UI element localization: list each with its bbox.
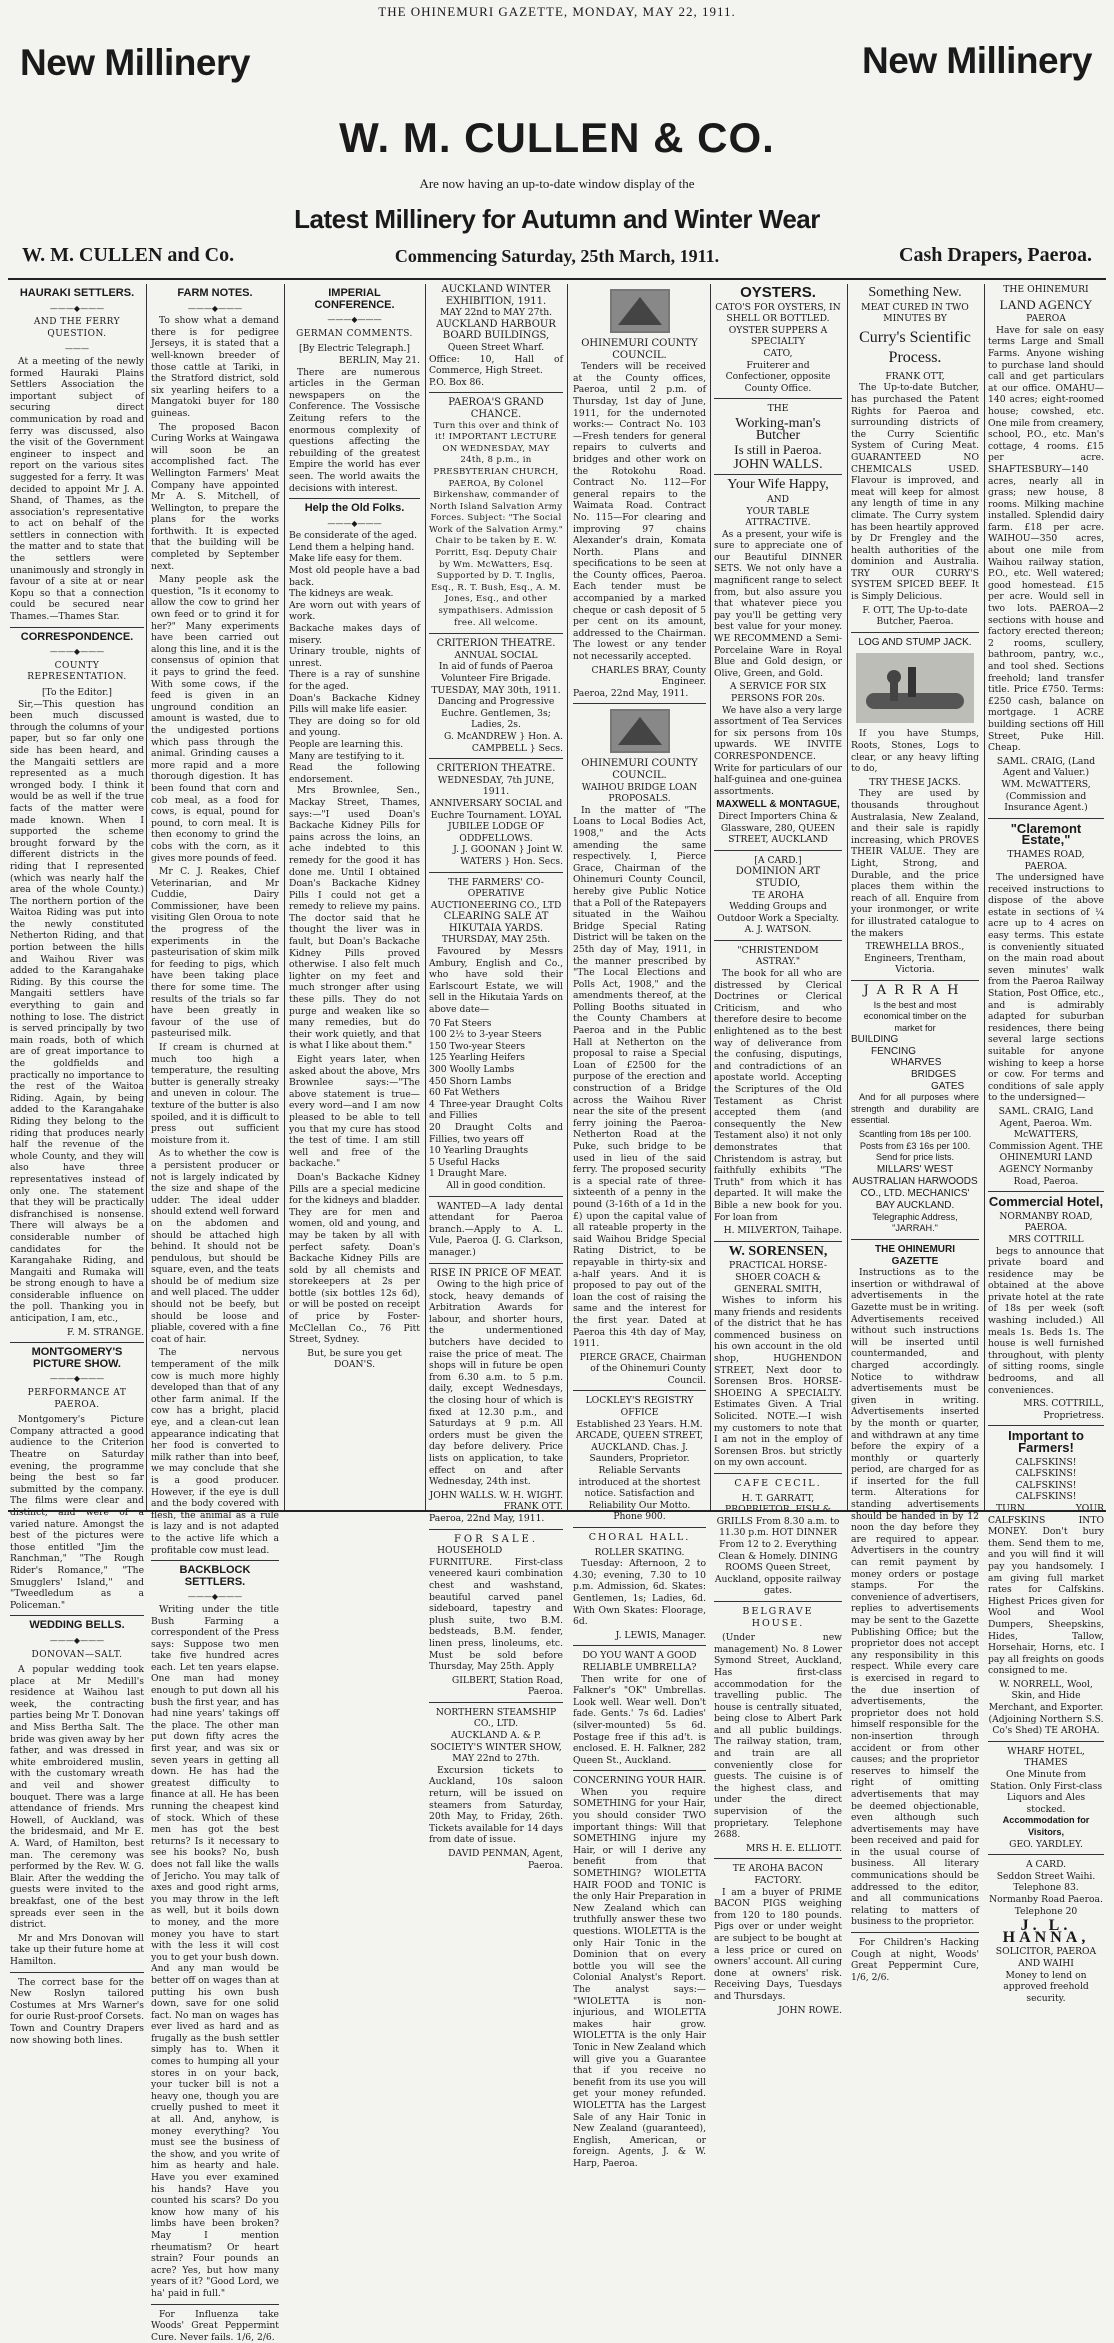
wharf-hotel-text: One Minute from Station. Only First-class Liquors and Ales stocked. [989, 1769, 1103, 1815]
studio-place: TE AROHA [752, 889, 804, 901]
cottrill-name: MRS COTTRILL [1008, 1233, 1084, 1245]
sorensen-text: Wishes to inform his many friends and residents of the district that he has commenced business on his own account in the old shop, HUGHENDON STREET, Next door to Sorensen Bros. HORSE-SHOEING A SPECIALTY. Estimates Given. A Trial Solicited. NOTE.—I wish my customers to note that I am not in the employ of Sorensen Bros. but strictly on my own account. [714, 1295, 842, 1469]
calfskins-label: CALFSKINS! CALFSKINS! CALFSKINS! CALFSKINS! [1015, 1456, 1077, 1503]
list-item: Most old people have a bad back. [289, 565, 420, 588]
commercial-hotel-heading: Commercial Hotel, [988, 1194, 1104, 1210]
county-council-heading: OHINEMURI COUNTY COUNCIL. [581, 758, 698, 781]
land-agency-heading: LAND AGENCY [999, 296, 1093, 312]
service-text: We have also a very large assortment of Tea Services for six persons from 10s upwards. WE INVITE CORRESPONDENCE. Write for particulars of our half-guinea and one-guinea assortments. [714, 704, 842, 797]
meat-price-text: Owing to the high price of stock, heavy demands of Arbitration Awards for labour, and shorter hours, the undermentioned butchers have decided to raise the price of meat. The shops will in future be open from 6.30 a.m. to 5 p.m. daily, except Wednesdays, the closing hour of which is fixed at 12.30 p.m., and Saturdays at 9 p.m. All orders must be given the day before delivery. Price lists on application, to take effect on and after Wednesday, 24th inst. [429, 1279, 563, 1488]
column-2 [151, 284, 279, 2343]
bottom-rule [8, 1510, 1106, 1512]
jarrah-use: FENCING [871, 1045, 916, 1057]
money-to-lend: Money to lend on approved freehold security. [1003, 1969, 1089, 2004]
steamship-signature: DAVID PENMAN, Agent, Paeroa. [448, 1848, 563, 1871]
ornament: ———◆——— [49, 647, 105, 657]
article-text: If cream is churned at much too high a temperature, the resulting butter is generally streaky and uneven in colour. The texture of the butter is also spoiled, and it is difficult to press out sufficient moisture from it. [151, 1042, 279, 1146]
wharf-hotel-heading: WHARF HOTEL, THAMES [1007, 1745, 1085, 1769]
divider [988, 1191, 1104, 1192]
divider [714, 1858, 842, 1859]
divider [573, 1645, 706, 1646]
christendom-signature: H. MILVERTON, Taihape. [723, 1225, 842, 1237]
jarrah-use: BRIDGES [911, 1069, 957, 1081]
hanna-title: SOLICITOR, PAEROA AND WAIHI [995, 1946, 1097, 1969]
article-text: But, be sure you get DOAN'S. [307, 1347, 402, 1371]
article-text: Eight years later, when asked about the above, Mrs Brownlee says:—"The above statement is true—every word—and I am now pleased to be able to tell you that my cure has stood the test of time. I am still well and free of the backache." [289, 1054, 420, 1170]
cafe-cecil-text: H. T. GARRATT, PROPRIETOR. FISH & GRILLS From 8.30 a.m. to 11.30 p.m. HOT DINNER From 12 to 2. Everything Clean & Homely. DINING ROOMS Queen Street, Auckland, opposite railway gates. [714, 1492, 842, 1597]
posts-price: Posts from £3 16s per 100. [859, 1140, 971, 1151]
list-item: Backache makes days of misery. [289, 623, 420, 646]
claremont-heading: "Claremont Estate," [1010, 820, 1082, 848]
divider [988, 1425, 1104, 1426]
belgrave-text: (Under new management) No. 8 Lower Symond Street, Auckland, Has first-class accommodation for the travelling public. The house is centrally situated, being close to Albert Park and all public buildings. The railway station, tram, and train are all conveniently close for guests. The cuisine is of the highest class, and under the direct supervision of the proprietary. Telephone 2688. [714, 1632, 842, 1841]
ornament: ———◆——— [49, 1635, 105, 1645]
steamship-text: Excursion tickets to Auckland, 10s saloon return, will be issued on steamers from Saturday, 20th May, to Friday, 26th. Tickets available for 14 days from date of issue. [429, 1764, 563, 1846]
telegraphic-address: Telegraphic Address, "JARRAH." [872, 1211, 958, 1234]
dinner-set-text: As a present, your wife is sure to appreciate one of our Beautiful DINNER SETS. We not only have a magnificent range to select from, but also assure you that whatever piece you pay you'll be getting very best value for your money. WE RECOMMEND a Semi-Porcelaine Ware in Royal Blue and Gold design, or Olive, Green, and Gold. [714, 528, 842, 679]
list-item: Make life easy for them. [289, 553, 403, 565]
divider [714, 1473, 842, 1474]
hanna-address: Seddon Street Waihi. Telephone 83. Normanby Road Paeroa. Telephone 20 [989, 1870, 1103, 1917]
divider [714, 940, 842, 941]
divider [573, 1390, 706, 1391]
card-label: [A CARD.] [754, 854, 802, 866]
studio-name: A. J. WATSON. [744, 924, 812, 936]
gazette-notice-heading: THE OHINEMURI GAZETTE [875, 1244, 955, 1267]
article-text: Doan's Backache Kidney Pills are a special medicine for the kidneys and bladder. They are for men and women, old and young, and may be taken by all with perfect safety. Doan's Backache Kidney Pills are sold by all chemists and storekeepers at 2s per bottle (six bottles 12s 6d), or will be posted on receipt of price by Foster-McClellan Co., 76 Pitt Street, Sydney. [289, 1171, 420, 1346]
social-signature: G. McANDREW } Hon. A. CAMPBELL } Secs. [443, 730, 563, 754]
trewhella-maker: TREWHELLA BROS., Engineers, Trentham, Victoria. [864, 941, 966, 976]
advert-text: For Influenza take Woods' Great Peppermint Cure. Never fails. 1/6, 2/6. [151, 2308, 279, 2343]
list-item: Be considerate of the aged. [289, 530, 418, 542]
list-item: They are doing so for old and young. [289, 715, 420, 739]
divider [851, 1932, 979, 1933]
divider [10, 627, 144, 628]
umbrella-text: Then write for one of Falkner's "OK" Umbrellas. Look well. Wear well. Don't fade. Gents.' 7s 6d. Ladies' (silver-mounted) 5s 6d. Postage free if this ad't. is enclosed. E. H. Falkner, 282 Queen St., Auckland. [573, 1673, 706, 1766]
bacon-factory-signature: JOHN ROWE. [778, 2004, 842, 2016]
exhibition-dates: MAY 22nd to MAY 27th. [439, 307, 553, 319]
heading-picture-show: MONTGOMERY'S PICTURE SHOW. [31, 1346, 123, 1370]
article-text: Writing under the title Bush Farming a correspondent of the Press says: Suppose two men take five hundred acres each. Let ten years elapse. One man had money enough to put down all his bush the first year, and has had nine years' takings off the place. The other man put down fifty acres the first year, and was six or seven years in getting all down. He has had the greatest difficulty to finance at all. He has been running the cheapest kind of stock. Which of these men has got the best returns? Is it necessary to see his books? No, bush does not fall like the walls of Jericho. You may talk of axes and good right arms, you may throw in the left as well, but it boils down to money, and the more money you have to start with the less it will cost you to get your bush down. And any man would be better off on wages than at putting his own bush down, save for one solid fact. No man on wages has ever lived as hard and as frugally as the bush settler simply has to. When it comes to humping all your stores in on your back, your tucker bill is not a heavy one, though you are cruelly pushed to meet it at all. And, anyhow, is money everything? You must see the business of the show, and you write of him as hearty and hale. Have you ever examined his hands? Have you counted his scars? Do you know how many of his limbs have been broken? May I mention rheumatism? Or heart strain? Four pounds an acre? Yes, but how many years of it? "Good Lord, we ha' paid in full." [151, 1603, 279, 2299]
letter-signature: F. M. STRANGE. [66, 1326, 144, 1338]
christendom-heading: "CHRISTENDOM ASTRAY." [737, 944, 819, 968]
to-editor: [To the Editor.] [41, 687, 113, 698]
heading-backblock-settlers: BACKBLOCK SETTLERS. [179, 1564, 251, 1588]
ornament: ———◆——— [187, 1592, 243, 1602]
exhibition-box: P.O. Box 86. [429, 376, 485, 388]
bacon-factory-heading: TE AROHA BACON FACTORY. [732, 1863, 824, 1886]
stock-item: 60 Fat Wethers [429, 1087, 500, 1099]
section-divider [8, 278, 1106, 280]
divider [429, 1702, 563, 1703]
heading-help-old-folks: Help the Old Folks. [304, 502, 405, 515]
belgrave-heading: BELGRAVE HOUSE. [742, 1605, 814, 1629]
bridge-loan-signature: PIERCE GRACE, Chairman of the Ohinemuri County Council. [579, 1351, 706, 1386]
article-text: Mr and Mrs Donovan will take up their future home at Hamilton. [10, 1932, 144, 1967]
subheading: DONOVAN—SALT. [31, 1649, 123, 1660]
heading-hauraki-settlers: HAURAKI SETTLERS. [19, 287, 135, 299]
letter-text: Sir,—This question has been much discussed through the columns of your paper, but so far only one side has been heard, and the Mangaiti settlers are represented as a much wronged body. I think it would be as well if the true facts of the matter were made known. When I supported the scheme brought forward by the different districts in the riding that I represented (which was nearly half the area of the whole County.) The northern portion of the Waitoa Riding was put into the newly constituted Netherton Riding, and that portion between the hills and Waihou River was added to the Karangahake Riding. By this course the Mangaiti settlers have everything to gain and nothing to lose. The district is served principally by two main roads, both of which are of great importance to the goldfields and practically no importance to the rest of the Waitoa Riding. Again, by being added to the Karangahake Riding they belong to the riding that produces nearly half the revenue of the whole County, and they will also have three representatives instead of only one. The statement that they will be practically disfranchised is nonsense. There will always be a considerable number of candidates for the Karangahake Riding, and Mangaiti and Rumaka will be strong enough to have a considerable influence on the poll. Thanking you in anticipation, I am, etc., [10, 698, 144, 1325]
price-lists: Send for price lists. [875, 1152, 955, 1163]
list-item: There is a ray of sunshine for the aged. [289, 669, 420, 692]
anniversary-date: WEDNESDAY, 7th JUNE, 1911. [437, 774, 555, 798]
choral-hall-heading: CHORAL HALL. [588, 1532, 691, 1543]
divider [988, 818, 1104, 819]
oysters-address: Fruiterer and Confectioner, opposite County Office. [725, 359, 831, 394]
ad-intro: Are now having an up-to-date window display of the [419, 176, 695, 191]
county-council-heading: OHINEMURI COUNTY COUNCIL. [581, 338, 698, 361]
frank-ott-name: FRANK OTT, [885, 370, 945, 382]
social-heading: ANNUAL SOCIAL [454, 649, 538, 661]
divider [429, 1263, 563, 1264]
column-6 [714, 284, 842, 2016]
cough-advert: For Children's Hacking Cough at night, Woods' Great Peppermint Cure, 1/6, 2/6. [851, 1937, 979, 1983]
stock-item: 10 Yearling Draughts [429, 1145, 529, 1157]
ornament: ———◆——— [327, 315, 382, 325]
divider [988, 1741, 1104, 1742]
exhibition-heading: AUCKLAND WINTER EXHIBITION, 1911. [441, 284, 551, 307]
jarrah-use: GATES [931, 1080, 965, 1092]
the-label: THE [767, 403, 789, 415]
divider [714, 850, 842, 851]
divider [10, 1342, 144, 1343]
for-sale-signature: GILBERT, Station Road, Paeroa. [451, 1674, 563, 1698]
gazette-notice-text: Instructions as to the insertion or withdrawal of advertisements in the Gazette must be in writing. Advertisements received without such instructions will be inserted until countermanded, and charged accordingly. Notice to withdraw advertisements must be given in writing. Advertisements inserted by the month or quarter, and withdrawn at any time before the expiry of a monthly or quarterly period, are charged for as if inserted for the full term. Alterations for standing advertisements should be handed in by 12 noon the day before they are required to appear. Advertisers in the country can remit payment by money orders or postage stamps. For the convenience of advertisers, replies to advertisements may be sent to the Gazette Publishing Office; but the proprietor does not accept any responsibility in this respect. While every care is exercised in regard to the due insertion of advertisements, the proprietor does not hold himself responsible for the non-insertion through accident or from other causes; and the proprietor reserves to himself the right of omitting advertisements that may be deemed objectionable, even although such advertisements may have been received and paid for in the usual course of business. All literary communications should be addressed to the editor, and all communications relating to matters of business to the proprietor. [851, 1267, 979, 1928]
ad-main-line: Latest Millinery for Autumn and Winter Wear [294, 204, 820, 234]
curry-process-heading: Curry's Scientific Process. [859, 328, 971, 366]
social-text: Dancing and Progressive Euchre. Gentlemen, 3s; Ladies, 2s. [437, 696, 555, 731]
column-8 [988, 284, 1104, 2004]
list-item: Many are testifying to it. [289, 750, 405, 762]
heading-wedding-bells: WEDDING BELLS. [29, 1619, 125, 1632]
belgrave-signature: MRS H. E. ELLIOTT. [745, 1842, 842, 1854]
stock-item: 4 Three-year Draught Colts and Fillies [429, 1098, 563, 1122]
criterion-heading: CRITERION THEATRE. [436, 763, 556, 775]
ad-date-line: Commencing Saturday, 25th March, 1911. [394, 246, 720, 266]
skating-signature: J. LEWIS, Manager. [615, 1629, 706, 1641]
norrell-signature: W. NORRELL, Wool, Skin, and Hide Merchant, and Exporter. (Adjoining Northern S.S. Co's Shed) TE AROHA. [988, 1678, 1104, 1737]
subheading: AND THE FERRY QUESTION. [33, 317, 121, 339]
stock-item: 450 Shorn Lambs [429, 1075, 512, 1087]
registry-heading: LOCKLEY'S REGISTRY OFFICE [585, 1395, 694, 1419]
ott-signature: F. OTT, The Up-to-date Butcher, Paeroa. [862, 604, 968, 628]
divider [429, 758, 563, 759]
land-agency-signature: SAML. CRAIG, (Land Agent and Valuer.) [996, 755, 1096, 779]
column-3 [289, 284, 420, 1510]
calfskins-text: TURN YOUR CALFSKINS INTO MONEY. Don't bury them. Send them to me, and you will find it will pay you handsomely. I am giving full market rates for Calfskins. Highest Prices given for Wool and Wool Dumpers, Sheepskins, Hides, Tallow, Horsehair, Horns, etc. I pay all freights on goods consigned to me. [988, 1502, 1104, 1677]
jarrah-text: And for all purposes where strength and durability are essential. [851, 1092, 979, 1126]
county-crest-illustration [610, 289, 670, 333]
divider [851, 980, 979, 981]
claremont-sub: THAMES ROAD, PAEROA. [1007, 848, 1085, 872]
commercial-hotel-signature: MRS. COTTRILL, Proprietress. [1023, 1398, 1104, 1421]
maxwell-address: Direct Importers China & Glassware, 280, QUEEN STREET, AUCKLAND [718, 810, 838, 846]
working-mans-butcher: Working-man's Butcher [735, 415, 821, 443]
ad-footer-right: Cash Drapers, Paeroa. [899, 244, 1092, 266]
table-attractive: YOUR TABLE ATTRACTIVE. [745, 505, 811, 529]
log-jack-details: They are used by thousands throughout Australasia, New Zealand, and their sale is rapidly increasing, which PROVES THEIR VALUE. They are Light, Strong, and Durable, and the price places them within the reach of all. Enquire from your ironmonger, or write for illustrated catalogue to the makers [851, 788, 979, 939]
article-text: Many people ask the question, "Is it economy to allow the cow to grind her own feed or to grind it for her?" Many experiments have been carried out along this line, and it is the consensus of opinion that it pays to grind the feed. With some cows, if the feed is given in an unground condition an amount is wasted, due to the undigested portions which pass through the animal. Grinding causes a more rapid and a more thorough digestion. It has been found that corn and cob meal, as a food for cows, is equal, pound for pound, to corn meal. It is then economy to grind the cobs with the corn, as it gives more pounds of feed. [151, 574, 279, 864]
stock-item: 20 Draught Colts and Fillies, two years off [429, 1121, 563, 1145]
ornament: ——— [65, 344, 89, 354]
hair-text: When you require SOMETHING for your Hair, you should consider TWO important things: Will that SOMETHING injure my Hair, or will I derive any benefit from that SOMETHING? WIOLETTA HAIR FOOD and TONIC is the only Hair Preparation in New Zealand which can truthfully answer these two questions. WIOLETTA is the only Hair Tonic in the Dominion that on every bottle you will see the Colonial Analyst's Report. The analyst says:— "WIOLETTA is non-injurious, and WIOLETTA makes hair grow. WIOLETTA is the only Hair Tonic in New Zealand which will give you a Guarantee that if you receive no benefit from its use you will get your money refunded. WIOLETTA has the Largest Sale of any Hair Tonic in New Zealand (guaranteed), English, American, or foreign. Agents, J. & W. Harp, Paeroa. [573, 1786, 706, 2169]
stock-item: 70 Fat Steers [429, 1017, 492, 1029]
divider [851, 632, 979, 633]
divider [151, 1560, 279, 1561]
clearing-sale-heading: CLEARING SALE AT HIKUTAIA YARDS. [443, 911, 549, 934]
stock-item: 125 Yearling Heifers [429, 1052, 525, 1064]
divider [289, 498, 420, 499]
article-text: To show what a demand there is for pedigree Jerseys, it is stated that a well-known breeder of those cattle at Tariki, in the Stratford district, sold six yearling heifers to a Mangatoki buyer for 180 guineas. [151, 315, 279, 419]
criterion-heading: CRITERION THEATRE. [436, 638, 556, 650]
sorensen-sub: PRACTICAL HORSE-SHOER COACH & GENERAL SMITH, [729, 1260, 827, 1295]
anniversary-signature: J. J. GOONAN } Joint W. WATERS } Hon. Secs. [453, 844, 563, 867]
ad-footer-left: W. M. CULLEN and Co. [22, 244, 235, 266]
list-item: People are learning this. [289, 738, 404, 750]
subheading: COUNTY REPRESENTATION. [27, 660, 127, 683]
land-agency-signature: WM. McWATTERS, (Commission and Insurance Agent.) [1001, 778, 1091, 814]
divider [851, 1239, 979, 1240]
exhibition-office: Office: 10, Hall of Commerce, High Street. [429, 353, 563, 377]
list-item: Lend them a helping hand. [289, 541, 415, 553]
auction-company: THE FARMERS' CO-OPERATIVE AUCTIONEERING CO., LTD [430, 876, 562, 911]
registry-text: Established 23 Years. H.M. ARCADE, QUEEN STREET, AUCKLAND. Chas. J. Saunders, Proprietor. Reliable Servants introduced at the shortest notice. Satisfaction and Reliability Our Motto. Phone 900. [575, 1418, 704, 1523]
advert-text: The correct base for the New Roslyn tailored Costumes at Mrs Warner's for ourie Rust-proof Corsets. Town and Country Drapers now showing both lines. [10, 1976, 144, 2046]
christendom-text: The book for all who are distressed by Clerical Doctrines or Clerical Criticism, and who therefore desire to become enlightened as to the best way of deliverance from the confusing, disputings, and contradictions of an apostate world. Accepting the Scriptures of the Old Testament as Christ accepted them (and consequently the New Testament also) it not only demonstrates that Christendom is astray, but faithfully exhibits "The Truth" from which it has departed. It will make the Bible a new book for you. For loan from [714, 968, 842, 1223]
telegraph-note: [By Electric Telegraph.] [298, 343, 411, 355]
divider [429, 633, 563, 634]
list-item: Doan's Backache Kidney Pills will make life easier. [289, 692, 420, 716]
sale-date: THURSDAY, MAY 25th. [441, 934, 551, 946]
bacon-factory-text: I am a buyer of PRIME BACON PIGS weighing from 120 to 180 pounds. Pigs over or under weight are subject to be bought at a less price or cured on owners' account. All curing done at owners' risk. Receiving Days, Tuesdays and Thursdays. [714, 1886, 842, 2002]
column-5 [573, 284, 706, 2169]
curry-text: The Up-to-date Butcher, has purchased the Patent Rights for Paeroa and surrounding districts of the Curry Scientific System of Curing Meat. GUARANTEED NO CHEMICALS USED. Flavour is improved, and meat will keep for almost any length of time in any climate. The Curry system has been heartily approved by Dr Frengley and the health authorities of the dominion and Australia. TRY OUR CURRY'S SYSTEM SPICED BEEF. It is Simply Delicious. [851, 382, 979, 603]
oysters-name: CATO, [763, 347, 793, 359]
jarrah-use: BUILDING [851, 1034, 899, 1046]
land-agency-place: PAEROA [1026, 313, 1066, 325]
commercial-hotel-text: begs to announce that private board and residence may be obtained at the above private hotel at the rate of 18s per week (soft washing included.) All meals 1s. Beds 1s. The house is well furnished throughout, with plenty of sitting rooms, single bedrooms, and all conveniences. [988, 1245, 1104, 1396]
studio-text: Wedding Groups and Outdoor Work a Specialty. [717, 901, 839, 924]
left-headline: New Millinery [20, 42, 250, 83]
tender-date: Paeroa, 22nd May, 1911. [573, 687, 689, 699]
cafe-cecil-heading: CAFE CECIL. [734, 1478, 822, 1489]
divider [988, 1854, 1104, 1855]
article-text: At a meeting of the newly formed Hauraki Plains Settlers Association the important subject of securing direct communication by road and ferry was discussed, also the visit of the Government engineer to inspect and report on the various sites suggested for a ferry. It was decided to appoint Mr J. A. Shand, of Thames, as the association's representative to act on behalf of the settlers in connection with the matter and to state that the settlers were unanimously and strongly in favour of a site at or near Kopu so that a connection could be secured near Thames.—Thames Star. [10, 355, 144, 623]
anniversary-text: ANNIVERSARY SOCIAL and Euchre Tournament. LOYAL JUBILEE LODGE OF ODDFELLOWS. [429, 797, 563, 844]
scantling-price: Scantling from 18s per 100. [858, 1129, 972, 1140]
social-date: TUESDAY, MAY 30th, 1911. [431, 684, 561, 696]
steamship-heading: NORTHERN STEAMSHIP CO., LTD. [435, 1706, 557, 1730]
steamship-sub: AUCKLAND A. & P. SOCIETY'S WINTER SHOW, MAY 22nd to 27th. [430, 1730, 562, 1765]
ornament: ———◆——— [49, 1374, 105, 1384]
for-sale-text: HOUSEHOLD FURNITURE. First-class veneered kauri combination chest and washstand, beautiful carved panel sideboard, tapestry and plush suite, two B.M. bedsteads, B.M. fender, linen press, linoleums, etc. Must be sold before Thursday, May 25th. Apply [429, 1545, 563, 1673]
wife-happy-heading: Your Wife Happy, [727, 477, 829, 493]
sorensen-heading: W. SORENSEN, [728, 1243, 828, 1259]
divider [429, 872, 563, 873]
stock-item: 100 2½ to 3-year Steers [429, 1029, 542, 1041]
ornament: ———◆——— [49, 303, 105, 313]
log-jack-illustration [856, 653, 974, 723]
tender-signature: CHARLES BRAY, County Engineer. [591, 664, 706, 688]
something-new-heading: Something New. [868, 285, 962, 300]
sale-text: Favoured by Messrs Ambury, English and Co., who have sold their Earlscourt Estate, we will sell in the Hikutaia Yards on above date— [429, 946, 563, 1016]
log-jack-text: If you have Stumps, Roots, Stones, Logs to clear, or any heavy lifting to do, [851, 728, 979, 775]
jarrah-use: WHARVES [891, 1057, 942, 1069]
article-text: The proposed Bacon Curing Works at Waingawa will soon be an accomplished fact. The Wellington Farmers' Meat Company have appointed Mr A. S. Mitchell, of Wellington, to prepare the plans for the works forthwith. It is expected that the building will be completed by September next. [151, 421, 279, 572]
lecture-heading: PAEROA'S GRAND CHANCE. [448, 397, 544, 420]
stock-item: 300 Woolly Lambs [429, 1064, 515, 1075]
john-walls: JOHN WALLS. [733, 456, 823, 472]
ornament: ———◆——— [187, 303, 243, 313]
bridge-loan-text: In the matter of "The Loans to Local Bodies Act, 1908," and the Acts amending the same respectively. I, Pierce Grace, Chairman of the Ohinemuri County Council, hereby give Public Notice that a Poll of the Ratepayers situated in the Waihou Bridge Special Rating District will be taken on the 25th day of May, 1911, in the manner prescribed by "The Local Elections and Polls Act, 1908," and the amendments thereof, at the Polling Booths situated in the County Chambers at Paeroa and in the Public Hall at Netherton on the proposal to raise a Special Loan of £2500 for the purpose of the erection and construction of a Bridge across the Waihou River near the site of the present ferry joining the Paeroa-Netherton Road at the Puke, such bridge to be used in lieu of the said ferry. The proposed security is a special rate of three-sixteenth of a penny in the pound (3-16th of a 1d in the £) upon the capital value of all rateable property in the said Waihou Bridge Special Rating District, to be repayable in thirty-six and a-half years. And it is proposed to pay out of the loan the cost of raising the same and the interest for the first year. Dated at Paeroa this 4th day of May, 1911. [573, 804, 706, 1350]
exhibition-venue: AUCKLAND HARBOUR BOARD BUILDINGS, [436, 318, 556, 342]
list-item: Urinary trouble, nights of unrest. [289, 646, 420, 669]
meat-price-heading: RISE IN PRICE OF MEAT. [430, 1267, 562, 1279]
yardley-signature: GEO. YARDLEY. [1009, 1838, 1083, 1850]
maxwell-montague: MAXWELL & MONTAGUE, [716, 799, 840, 811]
meat-cured-text: MEAT CURED IN TWO MINUTES BY [861, 301, 969, 325]
stock-item: 5 Useful Hacks [429, 1156, 500, 1168]
divider [429, 1529, 563, 1530]
masthead: THE OHINEMURI GAZETTE, MONDAY, MAY 22, 1911. [378, 4, 736, 19]
butchers-signature: JOHN WALLS. W. H. WIGHT. FRANK OTT. [429, 1489, 563, 1513]
claremont-signature: SAML. CRAIG, Land Agent, Paeroa. Wm. McWATTERS, Commission Agent. THE OHINEMURI LAND AGENCY Normanby Road, Paeroa. [989, 1105, 1103, 1187]
log-jack-heading: LOG AND STUMP JACK. [858, 636, 972, 648]
heading-imperial-conference: IMPERIAL CONFERENCE. [314, 287, 395, 311]
millars-firm: MILLARS' WEST AUSTRALIAN HARWOODS CO., LTD. MECHANICS' BAY AUCKLAND. [852, 1163, 978, 1211]
divider [429, 1196, 563, 1197]
divider [573, 1770, 706, 1771]
stock-item: 1 Draught Mare. [429, 1168, 507, 1180]
land-agency-the: THE OHINEMURI [1003, 284, 1089, 295]
list-item: The kidneys are weak. [289, 588, 394, 600]
heading-correspondence: CORRESPONDENCE. [20, 630, 134, 643]
divider [714, 398, 842, 399]
right-headline: New Millinery [862, 40, 1092, 81]
subheading: PERFORMANCE AT PAEROA. [27, 1388, 127, 1410]
county-crest-illustration [610, 709, 670, 753]
article-text: Montgomery's Picture Company attracted a good audience to the Criterion Theatre on Saturday evening, the programme being the best so far submitted by the company. The films were clear and distinct, and were of a varied nature. Amongst the best of the pictures were those entitled "Jim the Ranchman," "The Rough Rider's Romance," "The Smugglers' Island," and "Tweedledum as a Policeman." [10, 1414, 144, 1611]
divider [10, 1972, 144, 1973]
column-7 [851, 284, 979, 1983]
oysters-text: CATO'S FOR OYSTERS, IN SHELL OR BOTTLED. OYSTER SUPPERS A SPECIALTY [715, 301, 841, 348]
divider [573, 703, 706, 704]
bridge-loan-heading: WAIHOU BRIDGE LOAN PROPOSALS. [581, 781, 698, 805]
sale-note: All in good condition. [446, 1179, 546, 1191]
hanna-name: J. L. HANNA, [1002, 1917, 1090, 1946]
list-item: Are worn out with years of work. [289, 599, 420, 623]
divider [10, 1615, 144, 1616]
subheading: GERMAN COMMENTS. [296, 328, 413, 339]
article-text: A popular wedding took place at Mr Medill's residence at Waihou last week, the contracting parties being Mr T. Donovan and Miss Bertha Salt. The bride was given away by her father, and was dressed in white embroidered muslin, with the customary wreath and veil and shower bouquet. There was a large attendance of friends. Mrs Howell, of Auckland, was the bridesmaid, and Mr E. A. Ward, of Hamilton, best man. The ceremony was performed by the Rev. W. G. Blair. After the wedding the guests were invited to the breakfast, one of the best spreads ever seen in the district. [10, 1664, 144, 1931]
divider [714, 1601, 842, 1602]
article-text: As to whether the cow is a persistent producer or not is largely indicated by the size and shape of the udder. The ideal udder should extend well forward on the abdomen and should be attached high behind. It should not be pendulous, but should be square, even, and the teats should be of medium size and well placed. The udder should not be beefy, but should be loose and pliable, covered with a fine coat of hair. [151, 1148, 279, 1345]
social-text: In aid of funds of Paeroa Volunteer Fire Brigade. [438, 661, 554, 684]
oysters-heading: OYSTERS. [740, 284, 816, 301]
column-4 [429, 284, 564, 1871]
divider [714, 1241, 842, 1242]
exhibition-venue-2: Queen Street Wharf. [447, 341, 545, 353]
service-heading: A SERVICE FOR SIX PERSONS FOR 20s. [729, 681, 827, 704]
article-text: The nervous temperament of the milk cow is much more highly developed than that of any other farm animal. If the cow has a bright, placid eye, and a clean-cut lean appearance indicating that her food is converted to milk rather than into beef, we may conclude that she is a good producer. However, if the eye is dull and the body covered with flesh, the animal as a rule is lazy and is not adapted to the active life which a profitable cow must lead. [151, 1347, 279, 1556]
divider [573, 1527, 706, 1528]
meat-price-date: Paeroa, 22nd May, 1911. [429, 1512, 545, 1524]
wanted-ad: WANTED—A lady dental attendant for Paeroa branch.—Apply to A. L. Vule, Paeroa (J. G. Clarkson, manager.) [429, 1200, 563, 1258]
divider [714, 474, 842, 475]
jarrah-sub: Is the best and most economical timber on the market for [863, 999, 967, 1033]
article-text: There are numerous articles in the German newspapers on the Conference. The Vossische Zeitung refers to the enormous complexity of questions affecting the rebuilding of the greatest Empire the world has ever seen. The world awaits the decisions with interest. [289, 366, 420, 494]
article-text: Mrs Brownlee, Sen., Mackay Street, Thames, says:—"I used Doan's Backache Kidney Pills for pains across the loins, an ache indebted to this remedy for the good it has done me. Until I obtained Doan's Backache Kidney Pills I could not get a remedy to relieve my pains. The doctor said that he thought the liver was in fault, but Doan's Backache Kidney Pills proved otherwise. I also felt much lighter on my feet and much stronger after using these pills. They do not purge and weaken like so many remedies, but do their work quietly, and that is what I like about them." [289, 785, 420, 1052]
column-1 [10, 284, 144, 2046]
divider [151, 2304, 279, 2305]
still-in-paeroa: Is still in Paeroa. [734, 442, 822, 458]
heading-farm-notes: FARM NOTES. [177, 287, 253, 299]
firm-name: W. M. CULLEN & CO. [339, 114, 775, 161]
land-agency-text: Have for sale on easy terms Large and Small Farms. Anyone wishing to purchase land should call and get particulars at our office. OMAHU—140 acres; eight-roomed house; cowshed, etc. One mile from creamery, school, P.O., etc. Man's cottage, 4 rooms. £15 per acre. SHAFTESBURY—140 acres, nearly all in grass; new house, 8 rooms. Milking machine installed. Splendid dairy farm. £18 per acre. WAIHOU—350 acres, about one mile from Waihou railway station, P.O., etc. Well watered; good homestead. £15 per acre. Would sell in two lots. PAEROA—2 sections with house and factory erected thereon; 2 rooms, scullery, bathroom, pantry, w.c., and tool shed. Sections freehold; land transfer title. Price £750. Terms: £250 cash, balance on mortgage. 1 ACRE building sections off Hill Street, Puke Hill. Cheap. [988, 324, 1104, 754]
skating-text: Tuesday: Afternoon, 2 to 4.30; evening, 7.30 to 10 p.m. Admission, 6d. Skates: Gentlemen, 1s; Ladies, 6d. With Own Skates: Floorage, 6d. [573, 1558, 706, 1628]
ornament: ———◆——— [327, 518, 382, 528]
roller-skating-heading: ROLLER SKATING. [594, 1546, 685, 1558]
divider [429, 392, 563, 393]
studio-heading: DOMINION ART STUDIO, [735, 866, 821, 889]
and-label: AND [766, 493, 790, 505]
jarrah-heading: JARRAH [863, 982, 967, 998]
umbrella-heading: DO YOU WANT A GOOD RELIABLE UMBRELLA? [582, 1650, 697, 1673]
accommodation-label: Accommodation for Visitors, [1002, 1815, 1090, 1837]
stock-item: 150 Two-year Steers [429, 1040, 526, 1052]
claremont-text: The undersigned have received instructions to dispose of the above estate in sections of ¼ acre up to 4 acres on easy terms. This estate is conveniently situated on the main road about seven minutes' walk from the Paeroa Railway Station, Post Office, etc., and is admirably adapted for suburban residences, there being several large sections suitable for anyone wishing to keep a horse or cow. For terms and conditions of sale apply to the undersigned— [988, 872, 1104, 1104]
for-sale-heading: FOR SALE. [453, 1533, 539, 1545]
card-label: A CARD. [1025, 1859, 1067, 1871]
lecture-text: Turn this over and think of it! IMPORTANT LECTURE ON WEDNESDAY, MAY 24th, 8 p.m., in PRESBYTERIAN CHURCH, PAEROA, By Colonel Birkenshaw, commander of North Island Salvation Army Forces. Subject: "The Social Work of the Salvation Army." Chair to be taken by E. W. Porritt, Esq. Deputy Chair by Wm. McWatters, Esq. Supported by D. T. Inglis, Esq., R. T. Bush, Esq., A. M. Jones, Esq., and other sympathisers. Admission free. All welcome. [429, 420, 564, 628]
try-jacks: TRY THESE JACKS. [869, 776, 961, 788]
important-farmers-heading: Important to Farmers! [1008, 1428, 1084, 1455]
list-item: Read the following endorsement. [289, 762, 420, 785]
article-text: Mr C. J. Reakes, Chief Veterinarian, and Mr Cuddie, Dairy Commissioner, have been visiting Glen Oroua to note the progress of the experiments in the pasteurisation of skim milk for feeding to pigs, which have been taking place there for some time. The results of the trials so far have been greatly in favour of the use of pasteurised milk. [151, 866, 279, 1040]
hair-heading: CONCERNING YOUR HAIR. [573, 1775, 706, 1787]
commercial-hotel-sub: NORMANBY ROAD, PAEROA. [999, 1210, 1093, 1234]
tender-text: Tenders will be received at the County offices, Paeroa, until 2 p.m. of Thursday, 1st day of June, 1911, for the undernoted works:— Contract No. 103—Fresh tenders for general repairs to culverts and bridges and other work on the Rotokohu Road. Contract No. 112—For general repairs to the Waimata Road. Contract No. 115—For clearing and improving 97 chains Alexander's drain, Komata North. Plans and specifications to be seen at the County offices, Paeroa. Each tender must be accompanied by a marked cheque or cash deposit of 5 per cent on its amount, addressed to the Chairman. The lowest or any tender not necessarily accepted. [573, 361, 706, 663]
dateline: BERLIN, May 21. [338, 354, 420, 366]
